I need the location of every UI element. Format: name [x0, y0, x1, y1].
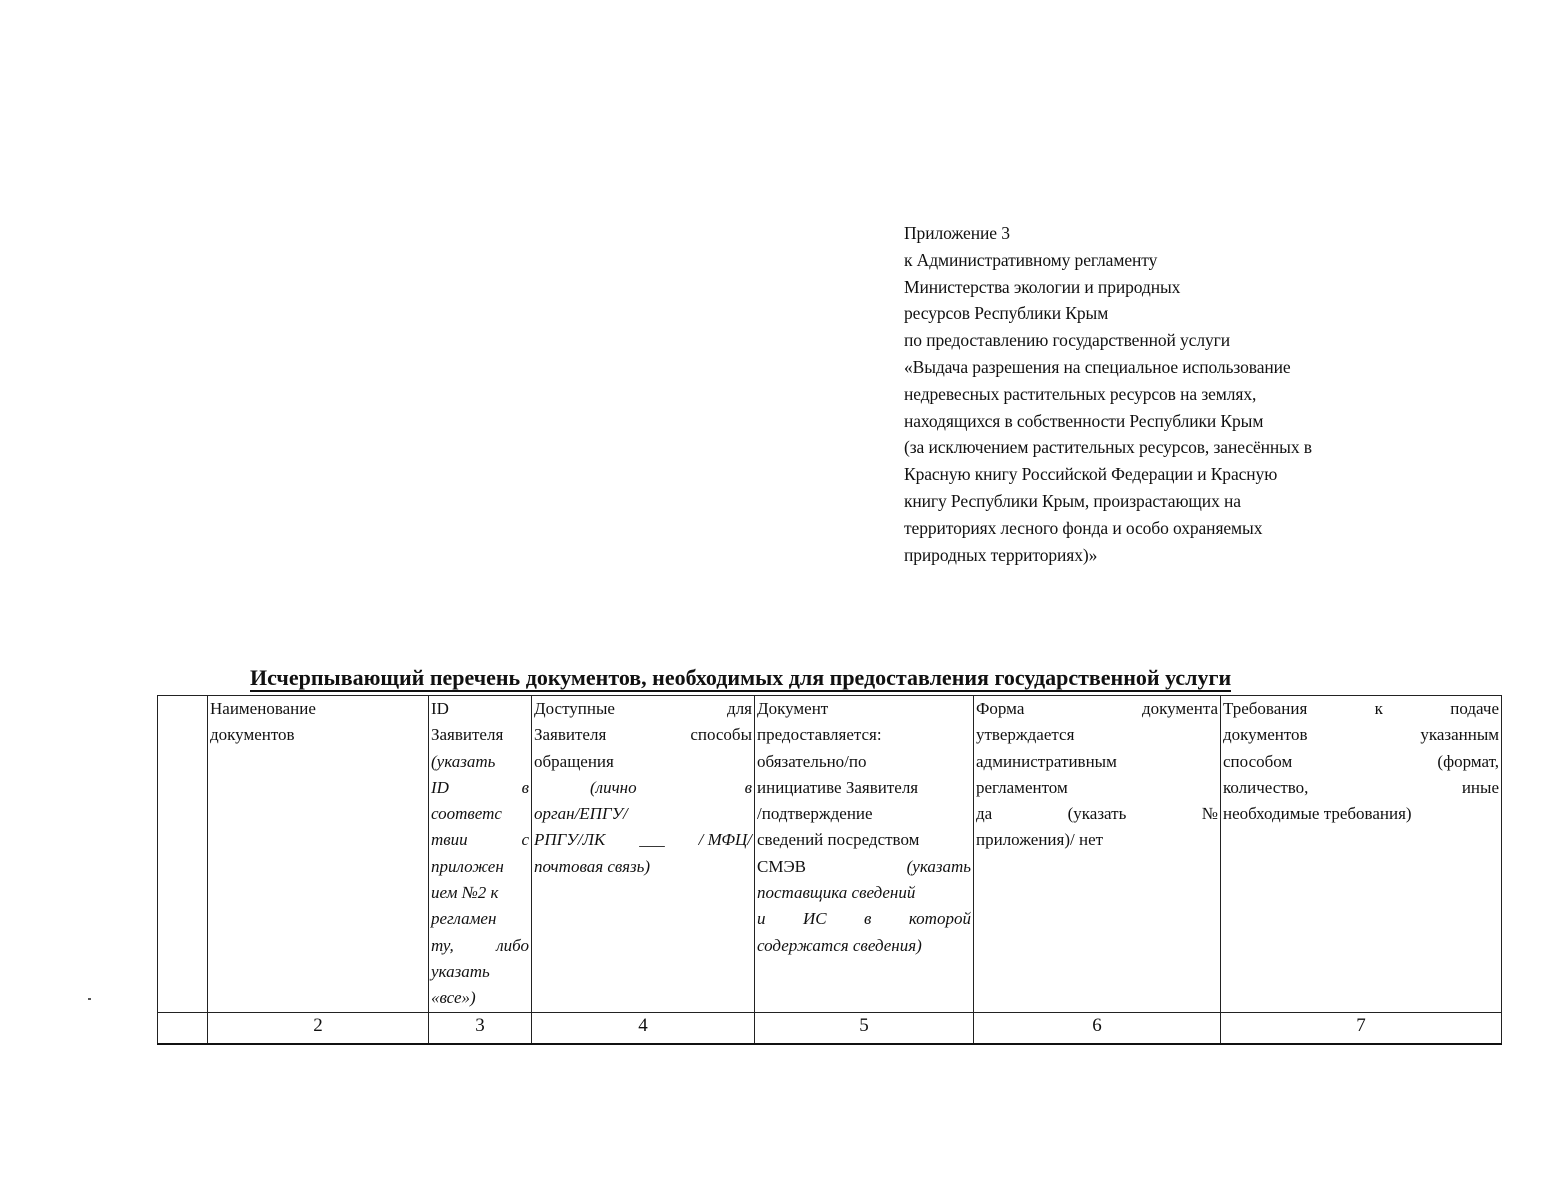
annex-line: Красную книгу Российской Федерации и Красную: [904, 464, 1278, 485]
annex-line: книгу Республики Крым, произрастающих на: [904, 490, 1241, 511]
cell-line: [1223, 696, 1499, 722]
annex-line: к Административному регламенту: [904, 249, 1158, 270]
column-number-row: [158, 1012, 1502, 1044]
cell-word: в: [521, 777, 529, 797]
cell-line: «все»): [431, 988, 476, 1008]
cell-line: Заявителя: [431, 725, 504, 745]
cell-word: и: [757, 909, 766, 929]
cell-word: Заявителя: [534, 725, 607, 745]
cell-line: [757, 906, 971, 932]
cell-line: почтовая связь): [534, 856, 650, 876]
cell-line: регламен: [431, 909, 497, 929]
cell-line: [534, 827, 752, 853]
cell-line: Документ: [757, 699, 829, 718]
annex-line: Министерства экологии и природных: [904, 276, 1181, 297]
cell-line: обращения: [534, 751, 614, 771]
cell-line: поставщика сведений: [757, 883, 916, 903]
cell-word: документа: [1141, 699, 1218, 718]
cell-word: которой: [908, 909, 971, 929]
cell-line: [534, 696, 752, 722]
scan-speck: [88, 998, 91, 1000]
cell-word: твии: [431, 830, 468, 850]
cell-line: [976, 801, 1218, 827]
cell-line: [431, 933, 529, 959]
cell-line: предоставляется:: [757, 725, 882, 745]
column-number-cell: [158, 1012, 208, 1044]
header-cell-access-methods: [532, 696, 755, 1013]
annex-block: [904, 220, 1464, 568]
column-number-cell: 3: [429, 1012, 532, 1044]
header-cell-document-form: [974, 696, 1221, 1013]
header-cell-requirements: [1221, 696, 1502, 1013]
cell-word: ID: [431, 777, 449, 797]
cell-word: да: [976, 804, 993, 824]
cell-line: приложен: [431, 856, 504, 876]
cell-line: сведений посредством: [757, 830, 920, 850]
cell-line: [431, 827, 529, 853]
column-number-cell: 2: [208, 1012, 429, 1044]
cell-word: Требования: [1223, 699, 1308, 718]
cell-line: указать: [431, 961, 490, 981]
cell-word: ___: [639, 830, 665, 850]
cell-word: иные: [1461, 777, 1499, 797]
annex-line: территориях лесного фонда и особо охраняемых: [904, 517, 1263, 538]
annex-line: ресурсов Республики Крым: [904, 303, 1109, 324]
cell-line: (указать: [431, 751, 496, 771]
cell-line: Наименование: [210, 699, 316, 718]
annex-line: (за исключением растительных ресурсов, занесённых в: [904, 437, 1312, 458]
cell-line: соответс: [431, 804, 502, 824]
annex-line: недревесных растительных ресурсов на землях,: [904, 383, 1257, 404]
cell-word: в: [864, 909, 872, 929]
column-number-cell: 7: [1221, 1012, 1502, 1044]
annex-line: по предоставлению государственной услуги: [904, 330, 1230, 351]
annex-line: Приложение 3: [904, 223, 1010, 243]
cell-word: с: [521, 830, 529, 850]
header-cell-document-provision: [755, 696, 974, 1013]
cell-word: количество,: [1223, 777, 1309, 797]
column-number-cell: 5: [755, 1012, 974, 1044]
cell-word: СМЭВ: [757, 856, 807, 876]
header-cell-applicant-id: [429, 696, 532, 1013]
cell-line: /подтверждение: [757, 804, 873, 824]
cell-word: (формат,: [1437, 751, 1499, 771]
cell-line: [1223, 722, 1499, 748]
cell-word: (указать: [1067, 804, 1127, 824]
cell-word: способы: [690, 725, 752, 745]
cell-line: содержатся сведения): [757, 935, 922, 955]
cell-line: ID: [431, 699, 449, 718]
cell-word: / МФЦ/: [698, 830, 752, 850]
cell-word: №: [1201, 804, 1218, 824]
cell-line: [534, 775, 752, 801]
document-title: Исчерпывающий перечень документов, необходимых для предоставления государственной услуги: [250, 665, 1232, 690]
cell-line: [976, 696, 1218, 722]
cell-word: РПГУ/ЛК: [534, 830, 606, 850]
cell-line: обязательно/по: [757, 751, 867, 771]
cell-word: к: [1374, 699, 1383, 718]
cell-word: в: [744, 777, 752, 797]
cell-word: (указать: [906, 856, 971, 876]
cell-line: орган/ЕПГУ/: [534, 804, 628, 824]
cell-line: инициативе Заявителя: [757, 777, 919, 797]
cell-line: [1223, 749, 1499, 775]
cell-line: приложения)/ нет: [976, 830, 1104, 850]
table-header-row: [158, 696, 1502, 1013]
column-number-cell: 4: [532, 1012, 755, 1044]
cell-line: [431, 775, 529, 801]
annex-line: находящихся в собственности Республики Крым: [904, 410, 1264, 431]
annex-line: «Выдача разрешения на специальное использование: [904, 356, 1291, 377]
cell-line: документов: [210, 725, 295, 745]
column-number-cell: 6: [974, 1012, 1221, 1044]
cell-line: [534, 722, 752, 748]
annex-line: природных территориях)»: [904, 544, 1098, 565]
cell-word: указанным: [1420, 725, 1499, 745]
cell-word: документов: [1223, 725, 1308, 745]
cell-word: ту,: [431, 935, 454, 955]
cell-word: для: [727, 699, 752, 718]
cell-line: необходимые требования): [1223, 804, 1412, 824]
cell-word: Доступные: [534, 699, 615, 718]
cell-word: либо: [496, 935, 529, 955]
header-cell-document-name: [208, 696, 429, 1013]
cell-line: ием №2 к: [431, 883, 499, 903]
cell-line: регламентом: [976, 777, 1068, 797]
header-cell-1: [158, 696, 208, 1013]
cell-line: утверждается: [976, 725, 1075, 745]
cell-word: подаче: [1450, 699, 1499, 718]
documents-table: [157, 695, 1502, 1045]
cell-word: (лично: [590, 777, 637, 797]
cell-word: Форма: [976, 699, 1025, 718]
cell-line: административным: [976, 751, 1117, 771]
cell-word: ИС: [802, 909, 827, 929]
cell-line: [1223, 775, 1499, 801]
cell-word: способом: [1223, 751, 1293, 771]
cell-line: [757, 854, 971, 880]
